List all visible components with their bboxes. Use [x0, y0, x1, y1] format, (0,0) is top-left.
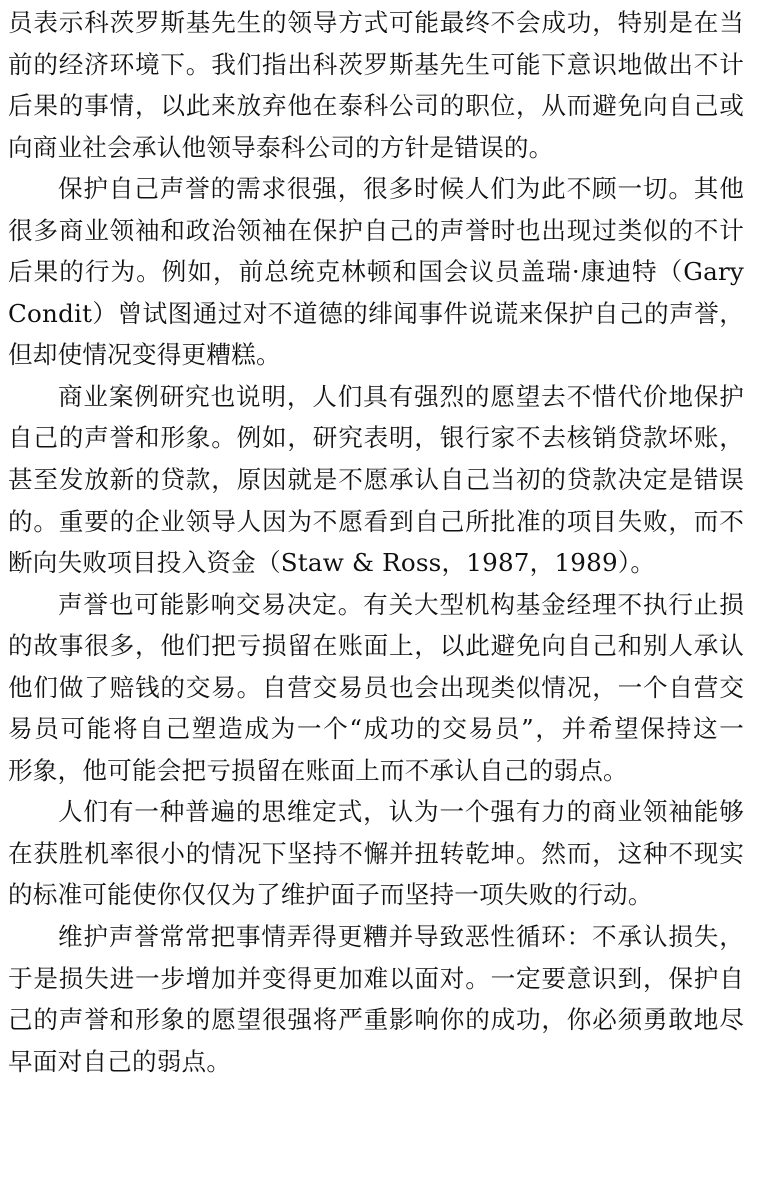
text-line: 的。重要的企业领导人因为不愿看到自己所批准的项目失败，而不 — [8, 506, 744, 536]
text-line: 员表示科茨罗斯基先生的领导方式可能最终不会成功，特别是在当 — [8, 8, 744, 37]
text-line: 声誉也可能影响交易决定。有关大型机构基金经理不执行止损 — [58, 589, 744, 619]
document-page — [0, 2, 758, 1203]
paragraph-1 — [8, 2, 744, 168]
text-line: 的故事很多，他们把亏损留在账面上，以此避免向自己和别人承认 — [8, 631, 744, 661]
paragraph-4 — [8, 584, 744, 792]
text-line: 商业案例研究也说明，人们具有强烈的愿望去不惜代价地保护 — [58, 381, 744, 411]
text-line: 甚至发放新的贷款，原因就是不愿承认自己当初的贷款决定是错误 — [8, 465, 744, 495]
text-line: 但却使情况变得更糟糕。 — [8, 340, 281, 370]
text-line: 早面对自己的弱点。 — [8, 1046, 232, 1076]
text-line: 的标准可能使你仅仅为了维护面子而坚持一项失败的行动。 — [8, 880, 653, 910]
text-line: 保护自己声誉的需求很强，很多时候人们为此不顾一切。其他 — [58, 174, 744, 204]
text-line: 人们有一种普遍的思维定式，认为一个强有力的商业领袖能够 — [58, 797, 744, 827]
text-line: 后果的行为。例如，前总统克林顿和国会议员盖瑞·康迪特（Gary — [8, 257, 744, 287]
text-line: 前的经济环境下。我们指出科茨罗斯基先生可能下意识地做出不计 — [8, 49, 744, 79]
text-line: 于是损失进一步增加并变得更加难以面对。一定要意识到，保护自 — [8, 963, 744, 993]
text-line: 己的声誉和形象的愿望很强将严重影响你的成功，你必须勇敢地尽 — [8, 1005, 744, 1035]
text-line: 维护声誉常常把事情弄得更糟并导致恶性循环：不承认损失， — [58, 922, 744, 952]
text-line: Condit）曾试图通过对不道德的绯闻事件说谎来保护自己的声誉， — [8, 298, 744, 328]
text-line: 易员可能将自己塑造成为一个“成功的交易员”，并希望保持这一 — [8, 714, 744, 744]
text-line: 向商业社会承认他领导泰科公司的方针是错误的。 — [8, 132, 554, 162]
text-line: 形象，他可能会把亏损留在账面上而不承认自己的弱点。 — [8, 755, 628, 785]
paragraph-2 — [8, 168, 744, 376]
paragraph-3 — [8, 376, 744, 584]
text-line: 断向失败项目投入资金（Staw & Ross，1987，1989）。 — [8, 548, 656, 578]
text-line: 很多商业领袖和政治领袖在保护自己的声誉时也出现过类似的不计 — [8, 215, 744, 245]
text-line: 他们做了赔钱的交易。自营交易员也会出现类似情况，一个自营交 — [8, 672, 744, 702]
paragraph-5 — [8, 791, 744, 916]
text-line: 后果的事情，以此来放弃他在泰科公司的职位，从而避免向自己或 — [8, 91, 744, 121]
text-line: 自己的声誉和形象。例如，研究表明，银行家不去核销贷款坏账， — [8, 423, 744, 453]
text-line: 在获胜机率很小的情况下坚持不懈并扭转乾坤。然而，这种不现实 — [8, 838, 744, 868]
paragraph-6 — [8, 916, 744, 1082]
